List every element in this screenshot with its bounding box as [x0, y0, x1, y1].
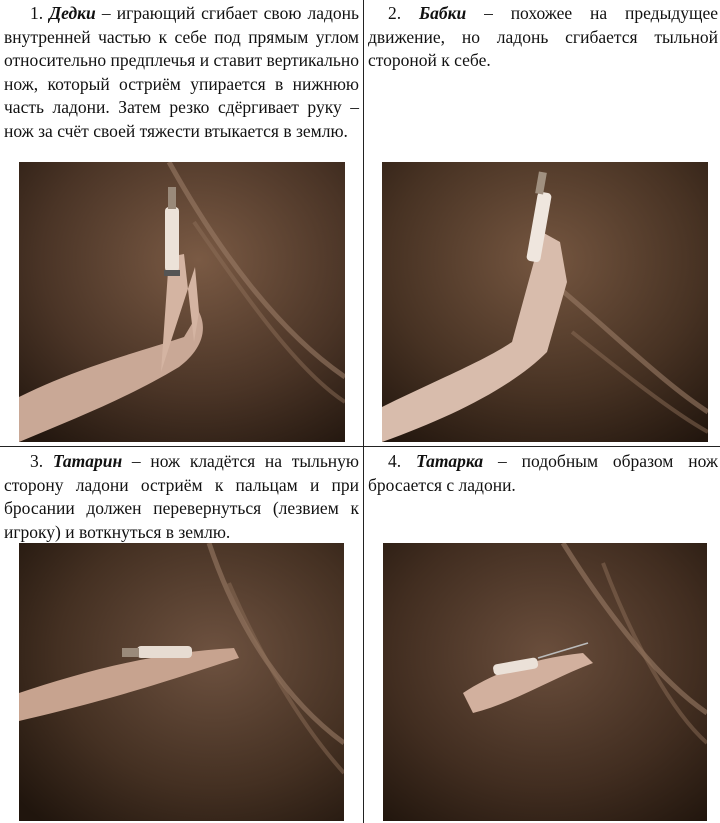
section-1-number: 1.: [30, 3, 44, 23]
section-2-term: Бабки: [419, 3, 467, 23]
photo-hand-dedki: [19, 162, 345, 442]
section-2-number: 2.: [388, 3, 402, 23]
section-3-number: 3.: [30, 451, 44, 471]
section-4-description: – подобным образом нож бросается с ладони.: [368, 451, 719, 495]
section-2-photo: [382, 162, 708, 442]
section-4-number: 4.: [388, 451, 402, 471]
row-divider: [0, 446, 720, 447]
section-3-description: – нож кладётся на тыльную сторону ладони остриём к пальцам и при бросании должен перевернуться (лезвием к игроку) и воткнуться в землю.: [4, 451, 360, 542]
section-2-text: [368, 2, 718, 73]
photo-hand-tatarka: [383, 543, 707, 821]
section-3-text: [4, 450, 359, 544]
section-3-term: Татарин: [52, 451, 123, 471]
section-1-photo: [19, 162, 345, 442]
section-2-description: – похожее на предыдущее движение, но ладонь сгибается тыльной стороной к себе.: [368, 3, 719, 70]
section-1-term: Дедки: [49, 3, 96, 23]
section-4-photo: [383, 543, 707, 821]
section-1-description: – играющий сгибает свою ладонь внутренней частью к себе под прямым углом относительно предплечья и ставит вертикально нож, который остриём упирается в нижнюю часть ладони. Затем резко сдёргивает руку – нож за счёт своей тяжести втыкается в землю.: [4, 3, 359, 141]
photo-hand-babki: [382, 162, 708, 442]
section-3-photo: [19, 543, 344, 821]
photo-hand-tatarin: [19, 543, 344, 821]
section-4-term: Татарка: [416, 451, 484, 471]
section-4-text: [368, 450, 718, 497]
section-1-text: [4, 2, 359, 143]
column-divider: [363, 0, 364, 823]
